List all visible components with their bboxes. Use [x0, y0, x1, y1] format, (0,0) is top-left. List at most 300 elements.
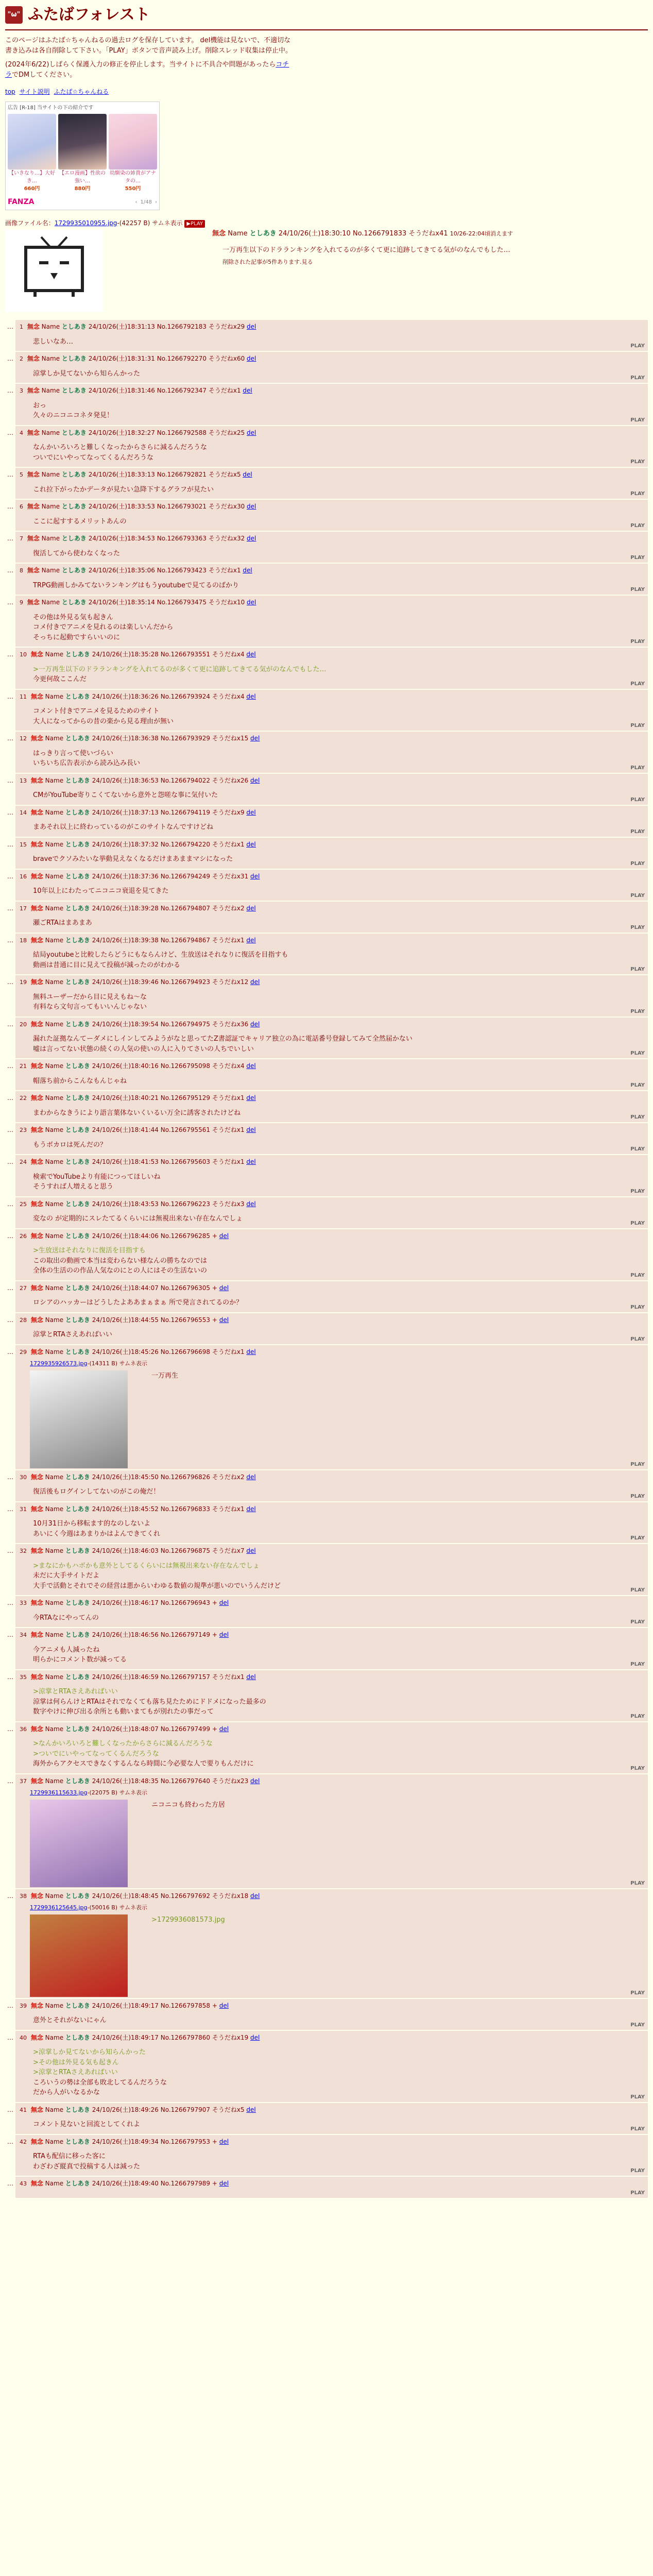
reply-sodane[interactable]: そうだねx1: [212, 840, 245, 848]
reply-name-label: Name: [45, 1725, 64, 1733]
play-button[interactable]: PLAY: [630, 1461, 645, 1467]
reply-header: [20, 872, 644, 882]
reply-del-link[interactable]: del: [219, 1232, 229, 1240]
reply-date: 24/10/26(土)18:48:35: [92, 1777, 159, 1785]
reply-del-link[interactable]: del: [247, 535, 256, 542]
reply-sodane[interactable]: +: [212, 1725, 217, 1733]
reply-sodane[interactable]: そうだねx30: [208, 503, 245, 510]
reply-del-link[interactable]: del: [247, 323, 256, 330]
reply-index: 29: [20, 1348, 27, 1355]
reply-sodane[interactable]: +: [212, 2002, 217, 2009]
play-button[interactable]: PLAY: [630, 681, 645, 687]
reply-marker: …: [7, 471, 13, 478]
reply-author: としあき: [65, 2180, 90, 2187]
reply-index: 7: [20, 535, 23, 542]
reply-quote: >涼掌しか見てないから知らんかった >その他は外見る気も起きん >涼掌とRTAさえあればいい: [33, 2048, 146, 2076]
reply-sodane[interactable]: そうだねx4: [212, 692, 245, 700]
reply-del-link[interactable]: del: [250, 1020, 260, 1028]
reply-marker: …: [7, 1126, 13, 1133]
reply-header: [20, 1020, 644, 1029]
reply-number[interactable]: No.1266792347: [157, 387, 207, 394]
play-button[interactable]: PLAY: [630, 523, 645, 529]
reply-number[interactable]: No.1266796875: [160, 1547, 211, 1554]
reply-header: [20, 1546, 644, 1556]
fanza-logo[interactable]: FANZA: [8, 198, 35, 206]
reply-quote: >生放送はそれなりに復活を目指すも: [33, 1247, 146, 1255]
play-button[interactable]: PLAY: [630, 459, 645, 465]
reply-author: としあき: [61, 429, 87, 436]
reply-del-link[interactable]: del: [246, 1547, 256, 1554]
play-button[interactable]: PLAY: [630, 1272, 645, 1278]
reply-number[interactable]: No.1266796826: [160, 1473, 211, 1481]
reply-del-link[interactable]: del: [250, 776, 260, 784]
play-button[interactable]: PLAY: [630, 2126, 645, 2132]
play-button[interactable]: PLAY: [630, 587, 645, 592]
reply-index: 9: [20, 599, 23, 606]
play-button[interactable]: PLAY: [630, 1880, 645, 1886]
op-play-button[interactable]: ▶PLAY: [184, 220, 205, 228]
play-button[interactable]: PLAY: [630, 1220, 645, 1226]
reply-sodane[interactable]: そうだねx25: [208, 429, 245, 436]
reply-del-link[interactable]: del: [219, 2138, 229, 2145]
play-button[interactable]: PLAY: [630, 1114, 645, 1120]
table-row: [5, 2177, 648, 2198]
reply-sodane[interactable]: +: [212, 2138, 217, 2145]
play-button[interactable]: PLAY: [630, 2168, 645, 2174]
next-arrow-icon[interactable]: ›: [155, 199, 157, 205]
reply-number[interactable]: No.1266792588: [157, 429, 207, 436]
reply-file-link[interactable]: 1729936115633.jpg: [30, 1789, 88, 1796]
reply-number[interactable]: No.1266797157: [160, 1673, 211, 1681]
reply-post: [15, 2135, 648, 2176]
reply-number[interactable]: No.1266792821: [157, 471, 207, 478]
reply-del-link[interactable]: del: [246, 808, 256, 816]
reply-thumbnail-image[interactable]: [30, 1914, 128, 1997]
reply-number[interactable]: No.1266797149: [160, 1631, 211, 1638]
reply-del-link[interactable]: del: [246, 1673, 256, 1681]
thread: [0, 218, 653, 2198]
reply-name-label: Name: [45, 1547, 64, 1554]
reply-name-label: Name: [41, 535, 60, 542]
play-button[interactable]: PLAY: [630, 1082, 645, 1088]
reply-text: ここに起すするメリットあんの: [33, 517, 127, 526]
reply-header: [20, 2137, 644, 2147]
reply-text: ロシアのハッカーはどうしたよああまぁまぁ 所で発言されてるのか？: [33, 1299, 243, 1307]
reply-post: [15, 1197, 648, 1228]
reply-text: >1729936081573.jpg: [151, 1916, 225, 1924]
reply-sodane[interactable]: +: [212, 1232, 217, 1240]
reply-index: 6: [20, 503, 23, 510]
play-button[interactable]: PLAY: [630, 1304, 645, 1310]
reply-author: としあき: [65, 1473, 90, 1481]
reply-date: 24/10/26(土)18:39:38: [92, 936, 159, 944]
play-button[interactable]: PLAY: [630, 639, 645, 645]
reply-del-link[interactable]: del: [246, 1348, 256, 1355]
reply-index: 40: [20, 2034, 27, 2041]
ad-image[interactable]: [58, 114, 107, 170]
reply-index: 43: [20, 2180, 27, 2187]
reply-marker: …: [7, 1631, 13, 1638]
reply-del-link[interactable]: del: [246, 1158, 256, 1165]
reply-name-label: Name: [45, 2002, 64, 2009]
play-button[interactable]: PLAY: [630, 1713, 645, 1719]
play-button[interactable]: PLAY: [630, 375, 645, 381]
ad-image[interactable]: [109, 114, 157, 170]
reply-number[interactable]: No.1266795603: [160, 1158, 211, 1165]
reply-date: 24/10/26(土)18:46:56: [92, 1631, 159, 1638]
reply-name-label: Name: [41, 429, 60, 436]
reply-thumbnail-image[interactable]: [30, 1370, 128, 1468]
reply-number[interactable]: No.1266797860: [160, 2033, 211, 2041]
reply-marker: …: [7, 808, 13, 816]
reply-number[interactable]: No.1266794220: [160, 840, 211, 848]
reply-date: 24/10/26(土)18:45:26: [92, 1348, 159, 1355]
play-button[interactable]: PLAY: [630, 1008, 645, 1014]
reply-del-link[interactable]: del: [246, 1200, 256, 1208]
reply-del-link[interactable]: del: [250, 2033, 260, 2041]
reply-del-link[interactable]: del: [219, 2180, 229, 2187]
play-button[interactable]: PLAY: [630, 555, 645, 561]
play-button[interactable]: PLAY: [630, 1146, 645, 1152]
nav-futaba-link[interactable]: ふたば☆ちゃんねる: [54, 88, 109, 95]
reply-number[interactable]: No.1266797692: [160, 1892, 211, 1900]
play-button[interactable]: PLAY: [630, 1050, 645, 1056]
reply-subject: 無念: [30, 776, 43, 784]
reply-number[interactable]: No.1266796943: [160, 1599, 211, 1606]
play-button[interactable]: PLAY: [630, 828, 645, 835]
reply-post: [15, 1345, 648, 1469]
ad-item[interactable]: 【いきなり…】大好き… 660円: [8, 114, 56, 193]
play-button[interactable]: PLAY: [630, 2094, 645, 2100]
reply-name-label: Name: [45, 1348, 64, 1355]
reply-number[interactable]: No.1266793423: [157, 567, 207, 574]
reply-del-link[interactable]: del: [246, 651, 256, 658]
reply-number[interactable]: No.1266793551: [160, 651, 211, 658]
reply-sodane[interactable]: そうだねx3: [212, 1200, 245, 1208]
play-button[interactable]: PLAY: [630, 1661, 645, 1667]
reply-del-link[interactable]: del: [246, 1505, 256, 1513]
reply-number[interactable]: No.1266795098: [160, 1062, 211, 1070]
nav-about-link[interactable]: サイト説明: [19, 88, 50, 95]
reply-marker: …: [7, 535, 13, 542]
reply-post: [15, 1596, 648, 1627]
reply-sodane[interactable]: そうだねx9: [212, 808, 245, 816]
reply-author: としあき: [65, 692, 90, 700]
reply-sodane[interactable]: +: [212, 1284, 217, 1292]
reply-del-link[interactable]: del: [243, 387, 252, 394]
reply-del-link[interactable]: del: [246, 1062, 256, 1070]
reply-image-block: [30, 1789, 644, 1887]
op-sodane[interactable]: そうだねx41: [408, 230, 448, 238]
reply-number[interactable]: No.1266797640: [160, 1777, 211, 1785]
op-thumbnail-image[interactable]: [5, 230, 103, 312]
reply-number[interactable]: No.1266797953: [160, 2138, 211, 2145]
reply-sodane[interactable]: そうだねx2: [212, 904, 245, 912]
reply-del-link[interactable]: del: [219, 1599, 229, 1606]
play-button[interactable]: PLAY: [630, 2022, 645, 2028]
play-button[interactable]: PLAY: [630, 343, 645, 349]
reply-del-link[interactable]: del: [246, 840, 256, 848]
reply-sodane[interactable]: そうだねx1: [212, 936, 245, 944]
reply-post: [15, 1123, 648, 1154]
reply-number[interactable]: No.1266794119: [160, 808, 211, 816]
reply-index: 1: [20, 324, 23, 330]
reply-sodane[interactable]: そうだねx7: [212, 1547, 245, 1554]
reply-number[interactable]: No.1266793924: [160, 692, 211, 700]
reply-text: これ拉下がったかデータが見たい急降下するグラフが見たい: [33, 485, 214, 494]
reply-date: 24/10/26(土)18:35:28: [92, 651, 159, 658]
reply-author: としあき: [65, 1547, 90, 1554]
reply-sodane[interactable]: そうだねx1: [208, 567, 241, 574]
reply-number[interactable]: No.1266796223: [160, 1200, 211, 1208]
ad-image[interactable]: [8, 114, 56, 170]
reply-number[interactable]: No.1266794249: [160, 872, 211, 880]
site-title-text[interactable]: ふたばフォレスト: [28, 6, 150, 24]
reply-number[interactable]: No.1266797858: [160, 2002, 211, 2009]
reply-sodane[interactable]: そうだねx1: [212, 1094, 245, 1101]
reply-author: としあき: [65, 978, 90, 986]
reply-sodane[interactable]: そうだねx26: [212, 776, 249, 784]
reply-sodane[interactable]: そうだねx5: [208, 471, 241, 478]
reply-sodane[interactable]: そうだねx29: [208, 323, 245, 330]
reply-subject: 無念: [30, 1200, 43, 1208]
play-button[interactable]: PLAY: [630, 1336, 645, 1342]
reply-number[interactable]: No.1266796833: [160, 1505, 211, 1513]
reply-number[interactable]: No.1266793475: [157, 599, 207, 606]
reply-sodane[interactable]: そうだねx32: [208, 535, 245, 542]
reply-sodane[interactable]: そうだねx1: [212, 1158, 245, 1165]
reply-date: 24/10/26(土)18:45:50: [92, 1473, 159, 1481]
play-button[interactable]: PLAY: [630, 1535, 645, 1541]
reply-number[interactable]: No.1266794022: [160, 776, 211, 784]
reply-del-link[interactable]: del: [219, 1284, 229, 1292]
reply-sodane[interactable]: そうだねx2: [212, 1473, 245, 1481]
reply-marker: …: [7, 503, 13, 510]
table-row: [5, 648, 648, 689]
reply-date: 24/10/26(土)18:37:32: [92, 840, 159, 848]
reply-sodane[interactable]: +: [212, 1316, 217, 1324]
reply-sodane[interactable]: そうだねx31: [212, 872, 249, 880]
reply-date: 24/10/26(土)18:39:28: [92, 904, 159, 912]
play-button[interactable]: PLAY: [630, 924, 645, 930]
reply-sodane[interactable]: そうだねx4: [212, 651, 245, 658]
reply-del-link[interactable]: del: [247, 355, 256, 362]
reply-date: 24/10/26(土)18:36:26: [92, 692, 159, 700]
reply-sodane[interactable]: そうだねx18: [212, 1892, 249, 1900]
reply-number[interactable]: No.1266793929: [160, 735, 211, 742]
reply-del-link[interactable]: del: [250, 735, 260, 742]
contact-link[interactable]: コチラ: [5, 61, 289, 79]
reply-number[interactable]: No.1266797499: [160, 1725, 211, 1733]
reply-text: RTAも配信に移った客に わざわざ縦真で投稿する人は減った: [33, 2153, 141, 2171]
reply-body: [20, 2146, 644, 2175]
nav-top-link[interactable]: top: [5, 88, 15, 95]
reply-del-link[interactable]: del: [219, 1631, 229, 1638]
reply-del-link[interactable]: del: [246, 904, 256, 912]
reply-sodane[interactable]: そうだねx1: [212, 1673, 245, 1681]
reply-number[interactable]: No.1266795129: [160, 1094, 211, 1101]
reply-header: [20, 1125, 644, 1135]
reply-number[interactable]: No.1266794867: [160, 936, 211, 944]
ad-item[interactable]: 【エロ漫画】性欲の強い… 880円: [58, 114, 107, 193]
reply-text: 今更何故ここんだ: [33, 675, 87, 683]
reply-sodane[interactable]: そうだねx10: [208, 599, 245, 606]
reply-subject: 無念: [30, 1232, 43, 1240]
reply-marker: …: [7, 840, 13, 848]
play-button[interactable]: PLAY: [630, 796, 645, 803]
reply-marker: …: [7, 1232, 13, 1240]
reply-body: [20, 1029, 644, 1057]
reply-date: 24/10/26(土)18:39:54: [92, 1020, 159, 1028]
play-button[interactable]: PLAY: [630, 892, 645, 899]
reply-sodane[interactable]: そうだねx60: [208, 355, 245, 362]
reply-marker: …: [7, 387, 13, 394]
play-button[interactable]: PLAY: [630, 1765, 645, 1771]
reply-del-link[interactable]: del: [219, 1316, 229, 1324]
reply-text: コメント見ないと回流としてくれよ: [33, 2121, 141, 2128]
reply-number[interactable]: No.1266796285: [160, 1232, 211, 1240]
play-button[interactable]: PLAY: [630, 1619, 645, 1625]
reply-del-link[interactable]: del: [247, 503, 256, 510]
reply-del-link[interactable]: del: [243, 567, 252, 574]
play-button[interactable]: PLAY: [630, 723, 645, 728]
op-file-link[interactable]: 1729935010955.jpg: [54, 219, 117, 227]
reply-del-link[interactable]: del: [250, 1892, 260, 1900]
reply-del-link[interactable]: del: [243, 471, 252, 478]
reply-author: としあき: [65, 1599, 90, 1606]
reply-sodane[interactable]: そうだねx19: [212, 2033, 249, 2041]
reply-del-link[interactable]: del: [219, 1725, 229, 1733]
play-button[interactable]: PLAY: [630, 967, 645, 972]
reply-sodane[interactable]: +: [212, 2180, 217, 2187]
reply-number[interactable]: No.1266797907: [160, 2106, 211, 2113]
reply-number[interactable]: No.1266793363: [157, 535, 207, 542]
ad-pager: ‹ 1/48 ›: [135, 199, 157, 205]
reply-date: 24/10/26(土)18:37:36: [92, 872, 159, 880]
reply-sodane[interactable]: そうだねx36: [212, 1020, 249, 1028]
reply-del-link[interactable]: del: [250, 872, 260, 880]
reply-text: 今RTAなにやってんの: [33, 1614, 99, 1622]
reply-file-link[interactable]: 1729935926573.jpg: [30, 1360, 88, 1367]
reply-subject: 無念: [30, 735, 43, 742]
reply-del-link[interactable]: del: [246, 1094, 256, 1101]
table-row: [5, 1281, 648, 1312]
reply-number[interactable]: No.1266796553: [160, 1316, 211, 1324]
play-button[interactable]: PLAY: [630, 1188, 645, 1194]
reply-number[interactable]: No.1266797989: [160, 2180, 211, 2187]
reply-date: 24/10/26(土)18:33:13: [88, 471, 155, 478]
reply-name-label: Name: [45, 2033, 64, 2041]
reply-sodane[interactable]: そうだねx15: [212, 735, 249, 742]
reply-del-link[interactable]: del: [246, 936, 256, 944]
reply-post: [15, 1544, 648, 1595]
reply-del-link[interactable]: del: [246, 692, 256, 700]
reply-sodane[interactable]: そうだねx1: [212, 1348, 245, 1355]
play-button[interactable]: PLAY: [630, 1990, 645, 1996]
reply-header: [20, 2033, 644, 2043]
reply-del-link[interactable]: del: [247, 429, 256, 436]
op-deleted-note[interactable]: 削除された記事が5件あります.見る: [222, 259, 313, 265]
site-logo[interactable]: "ω": [5, 6, 23, 24]
play-button[interactable]: PLAY: [630, 1587, 645, 1593]
reply-del-link[interactable]: del: [246, 2106, 256, 2113]
ad-item[interactable]: 幼馴染の姉貴がアナタの… 550円: [109, 114, 157, 193]
reply-body: [20, 1293, 644, 1311]
reply-sodane[interactable]: そうだねx1: [212, 1505, 245, 1513]
op-number[interactable]: No.1266791833: [352, 230, 407, 238]
ad-items: [8, 114, 157, 193]
reply-image-block: [30, 1360, 644, 1468]
reply-thumbnail-image[interactable]: [30, 1800, 128, 1887]
reply-number[interactable]: No.1266792183: [157, 323, 207, 330]
play-button[interactable]: PLAY: [630, 2190, 645, 2196]
reply-del-link[interactable]: del: [219, 2002, 229, 2009]
reply-body: [20, 364, 644, 382]
reply-date: 24/10/26(土)18:45:52: [92, 1505, 159, 1513]
reply-sodane[interactable]: そうだねx1: [212, 1126, 245, 1133]
play-button[interactable]: PLAY: [630, 491, 645, 497]
reply-sodane[interactable]: そうだねx5: [212, 2106, 245, 2113]
reply-author: としあき: [65, 1094, 90, 1101]
reply-text: 変なの が定期的にスレたてるくらいには無視出来ない存在なんでしょ: [33, 1215, 243, 1223]
reply-sodane[interactable]: +: [212, 1599, 217, 1606]
reply-number[interactable]: No.1266792270: [157, 355, 207, 362]
reply-header: [20, 428, 644, 438]
reply-header: [20, 354, 644, 364]
reply-sodane[interactable]: そうだねx12: [212, 978, 249, 986]
reply-del-link[interactable]: del: [246, 1473, 256, 1481]
reply-number[interactable]: No.1266796698: [160, 1348, 211, 1355]
reply-number[interactable]: No.1266796305: [160, 1284, 211, 1292]
reply-sodane[interactable]: そうだねx1: [208, 387, 241, 394]
reply-header: [20, 1504, 644, 1514]
reply-header: [20, 470, 644, 480]
reply-body: [20, 701, 644, 730]
reply-number[interactable]: No.1266794975: [160, 1020, 211, 1028]
prev-arrow-icon[interactable]: ‹: [135, 199, 138, 205]
reply-author: としあき: [65, 776, 90, 784]
reply-header: [20, 1315, 644, 1325]
play-button[interactable]: PLAY: [630, 765, 645, 771]
reply-date: 24/10/26(土)18:36:38: [92, 735, 159, 742]
op-date: 24/10/26(土)18:30:10: [278, 230, 351, 238]
reply-marker: …: [7, 567, 13, 574]
reply-number[interactable]: No.1266794807: [160, 904, 211, 912]
reply-post: [15, 1670, 648, 1721]
reply-sodane[interactable]: そうだねx23: [212, 1777, 249, 1785]
table-row: [5, 732, 648, 773]
reply-sodane[interactable]: +: [212, 1631, 217, 1638]
reply-del-link[interactable]: del: [250, 1777, 260, 1785]
play-button[interactable]: PLAY: [630, 1493, 645, 1499]
play-button[interactable]: PLAY: [630, 417, 645, 423]
reply-text: 涼掌しか見てないから知らんかった: [33, 369, 141, 378]
reply-date: 24/10/26(土)18:41:53: [92, 1158, 159, 1165]
reply-number[interactable]: No.1266793021: [157, 503, 207, 510]
reply-number[interactable]: No.1266795561: [160, 1126, 211, 1133]
reply-del-link[interactable]: del: [246, 1126, 256, 1133]
reply-file-link[interactable]: 1729936125645.jpg: [30, 1904, 88, 1911]
play-button[interactable]: PLAY: [630, 860, 645, 867]
reply-name-label: Name: [45, 904, 64, 912]
reply-body: [20, 2010, 644, 2029]
table-row: [5, 690, 648, 731]
reply-del-link[interactable]: del: [250, 978, 260, 986]
reply-marker: …: [7, 1599, 13, 1606]
reply-number[interactable]: No.1266794923: [160, 978, 211, 986]
reply-sodane[interactable]: そうだねx4: [212, 1062, 245, 1070]
reply-del-link[interactable]: del: [247, 599, 256, 606]
